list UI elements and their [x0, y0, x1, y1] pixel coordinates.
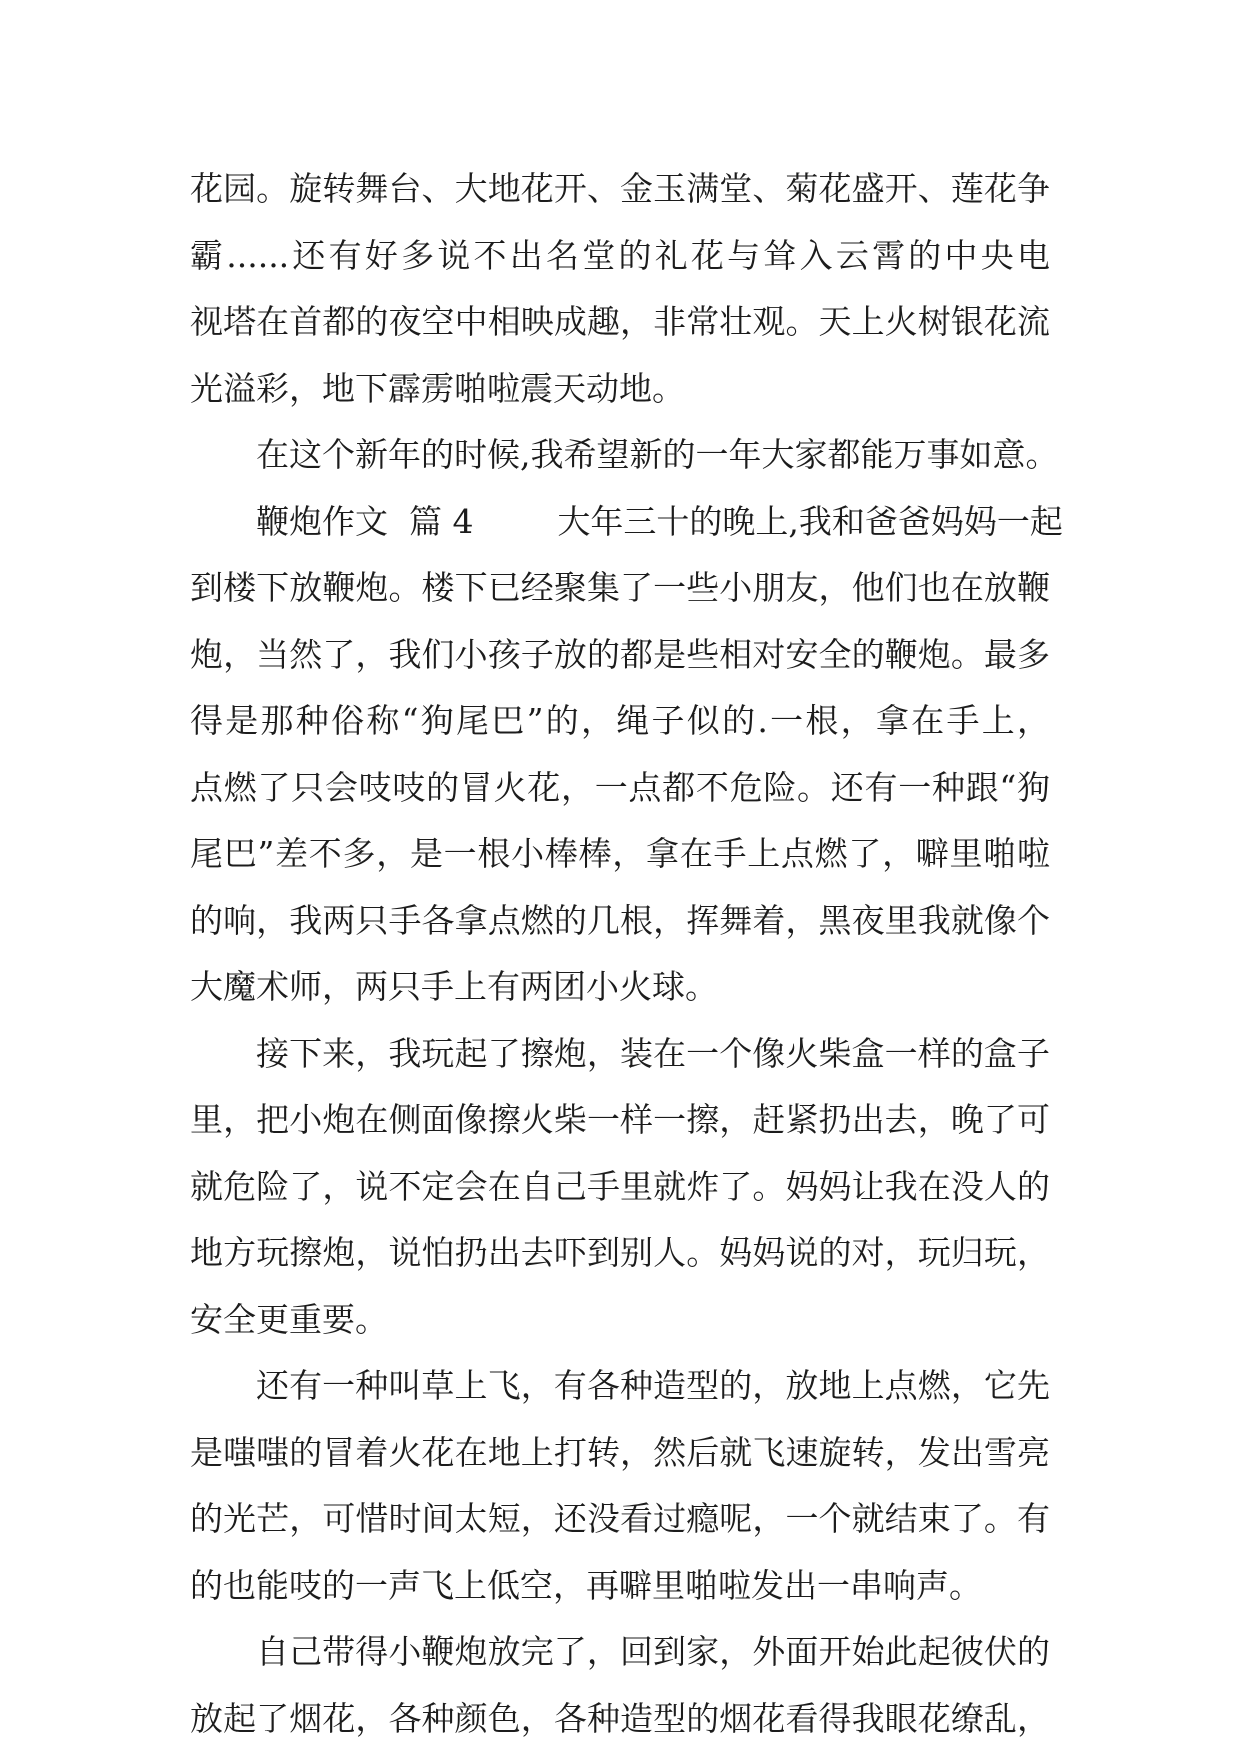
section-heading-line: 鞭炮作文 篇 4 大年三十的晚上,我和爸爸妈妈一起 — [256, 501, 1063, 541]
text-line: 自己带得小鞭炮放完了，回到家，外面开始此起彼伏的 — [256, 1632, 1050, 1671]
text-line: 得是那种俗称“狗尾巴”的，绳子似的.一根，拿在手上， — [190, 701, 1050, 740]
text-line: 就危险了，说不定会在自己手里就炸了。妈妈让我在没人的 — [190, 1166, 1050, 1206]
text-line: 花园。旋转舞台、大地花开、金玉满堂、菊花盛开、莲花争 — [190, 169, 1050, 208]
text-line: 光溢彩，地下霹雳啪啦震天动地。 — [190, 368, 685, 408]
text-line: 的响，我两只手各拿点燃的几根，挥舞着，黑夜里我就像个 — [190, 900, 1050, 940]
text-line: 尾巴”差不多，是一根小棒棒，拿在手上点燃了，噼里啪啦 — [190, 834, 1050, 873]
text-line: 大魔术师，两只手上有两团小火球。 — [190, 967, 718, 1006]
text-line: 是嗤嗤的冒着火花在地上打转，然后就飞速旋转，发出雪亮 — [190, 1432, 1050, 1472]
text-line: 地方玩擦炮，说怕扔出去吓到别人。妈妈说的对，玩归玩， — [190, 1233, 1050, 1272]
text-line: 放起了烟花，各种颜色，各种造型的烟花看得我眼花缭乱， — [190, 1698, 1050, 1738]
text-line: 在这个新年的时候,我希望新的一年大家都能万事如意。 — [256, 435, 1059, 474]
text-line: 还有一种叫草上飞，有各种造型的，放地上点燃，它先 — [256, 1366, 1050, 1405]
text-line: 的光芒，可惜时间太短，还没看过瘾呢，一个就结束了。有 — [190, 1499, 1050, 1538]
text-line: 到楼下放鞭炮。楼下已经聚集了一些小朋友，他们也在放鞭 — [190, 568, 1050, 607]
essay-body — [190, 156, 1063, 1752]
text-line: 视塔在首都的夜空中相映成趣，非常壮观。天上火树银花流 — [190, 302, 1050, 341]
text-line: 点燃了只会吱吱的冒火花，一点都不危险。还有一种跟“狗 — [190, 767, 1050, 807]
text-line: 的也能吱的一声飞上低空，再噼里啪啦发出一串响声。 — [190, 1565, 982, 1605]
text-line: 安全更重要。 — [190, 1299, 388, 1339]
text-line: 里，把小炮在侧面像擦火柴一样一擦，赶紧扔出去，晚了可 — [190, 1100, 1050, 1139]
text-line: 接下来，我玩起了擦炮，装在一个像火柴盒一样的盒子 — [256, 1033, 1050, 1073]
text-line: 炮，当然了，我们小孩子放的都是些相对安全的鞭炮。最多 — [190, 634, 1050, 674]
text-line: 霸......还有好多说不出名堂的礼花与耸入云霄的中央电 — [190, 235, 1050, 275]
